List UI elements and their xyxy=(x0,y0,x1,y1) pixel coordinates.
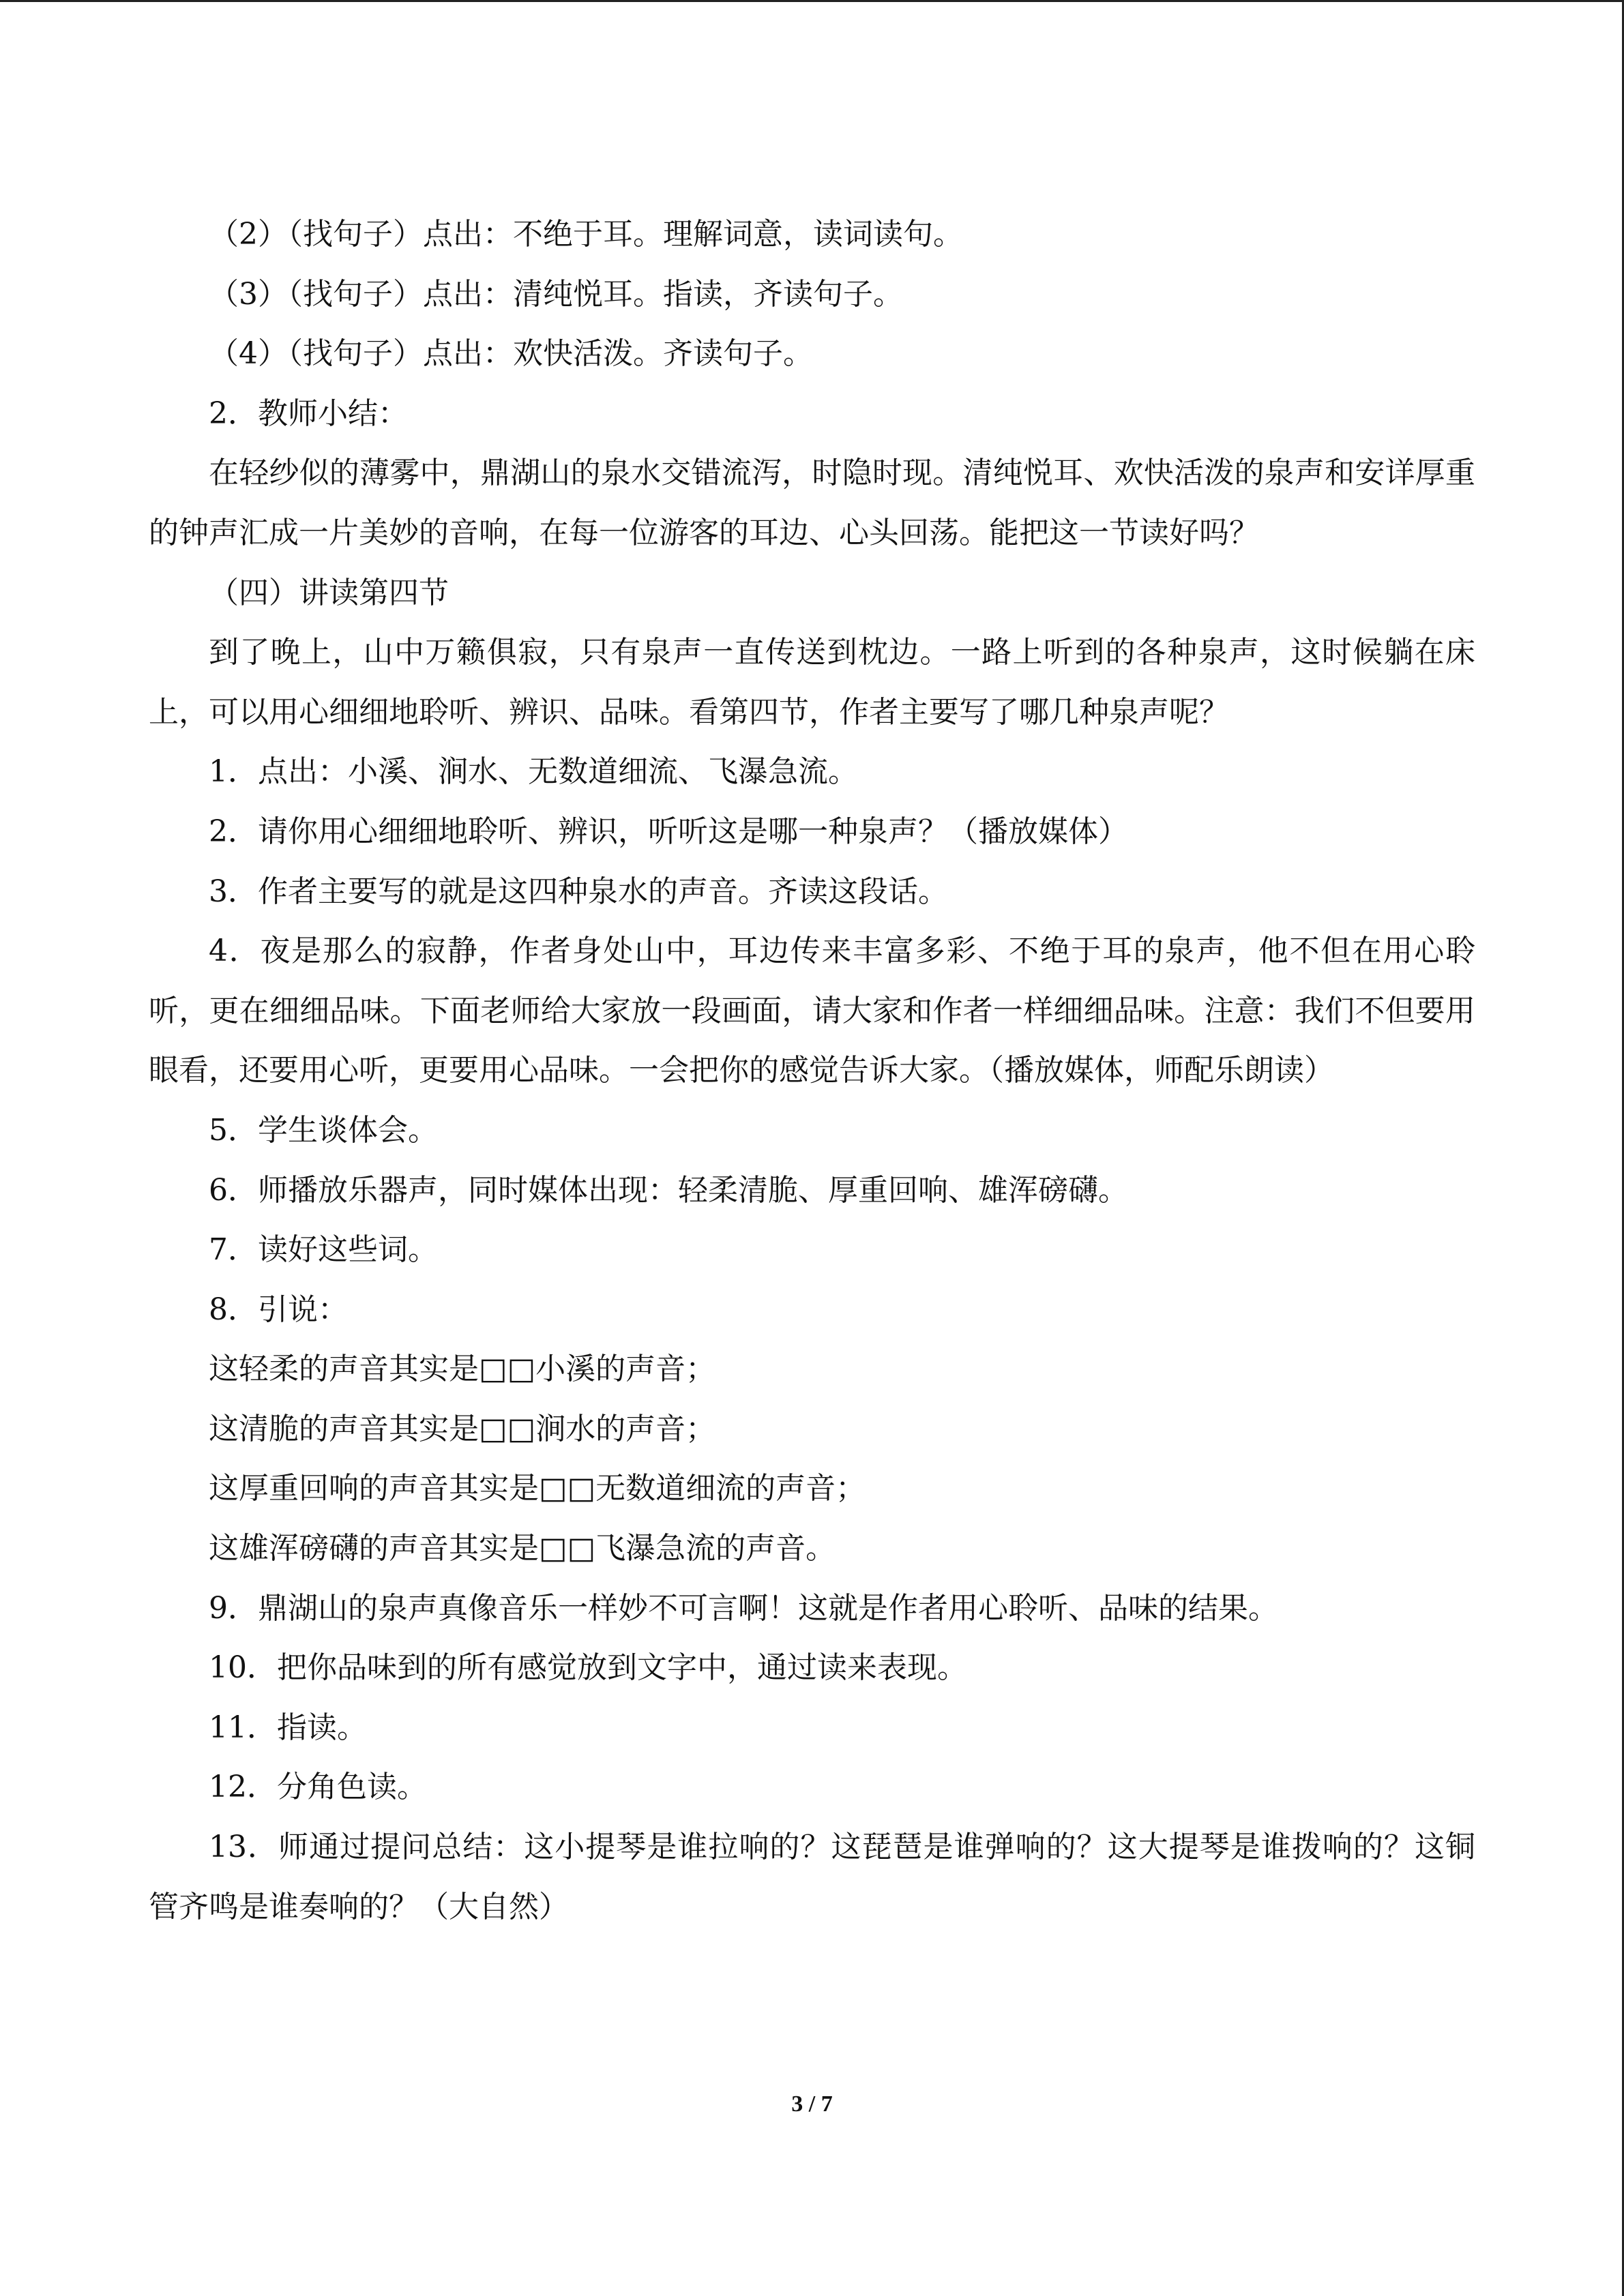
paragraph-teacher-summary-heading: 2．教师小结： xyxy=(209,396,408,431)
list-item-12: 12．分角色读。 xyxy=(209,1770,427,1805)
paragraph-part-four-intro: 到了晚上，山中万籁俱寂，只有泉声一直传送到枕边。一路上听到的各种泉声，这时候躺在床上，可以用心细细地聆听、辨识、品味。看第四节，作者主要写了哪几种泉声呢？ xyxy=(149,635,1475,730)
list-item-3: 3．作者主要写的就是这四种泉水的声音。齐读这段话。 xyxy=(209,874,948,909)
paragraph-step-4: （4）（找句子）点出：欢快活泼。齐读句子。 xyxy=(209,336,813,372)
list-item-10: 10．把你品味到的所有感觉放到文字中，通过读来表现。 xyxy=(209,1650,967,1686)
list-item-2: 2．请你用心细细地聆听、辨识，听听这是哪一种泉声？（播放媒体） xyxy=(209,814,1128,849)
paragraph-step-3: （3）（找句子）点出：清纯悦耳。指读，齐读句子。 xyxy=(209,276,903,312)
list-item-6: 6．师播放乐器声，同时媒体出现：轻柔清脆、厚重回响、雄浑磅礴。 xyxy=(209,1172,1128,1208)
fill-in-line-2: 这清脆的声音其实是□□涧水的声音； xyxy=(209,1411,716,1446)
list-item-7: 7．读好这些词。 xyxy=(209,1232,438,1268)
paragraph-teacher-summary: 在轻纱似的薄雾中，鼎湖山的泉水交错流泻，时隐时现。清纯悦耳、欢快活泼的泉声和安详厚重的钟声汇成一片美妙的音响，在每一位游客的耳边、心头回荡。能把这一节读好吗？ xyxy=(149,456,1475,550)
fill-in-line-4: 这雄浑磅礴的声音其实是□□飞瀑急流的声音。 xyxy=(209,1531,836,1566)
list-item-5: 5．学生谈体会。 xyxy=(209,1112,438,1148)
paragraph-step-2: （2）（找句子）点出：不绝于耳。理解词意，读词读句。 xyxy=(209,217,963,252)
list-item-8: 8．引说： xyxy=(209,1292,348,1327)
document-body xyxy=(149,205,1475,1937)
list-item-13: 13．师通过提问总结：这小提琴是谁拉响的？这琵琶是谁弹响的？这大提琴是谁拨响的？这铜管齐鸣是谁奏响的？（大自然） xyxy=(149,1830,1475,1924)
section-heading-part-four: （四）讲读第四节 xyxy=(209,575,449,610)
list-item-1: 1．点出：小溪、涧水、无数道细流、飞瀑急流。 xyxy=(209,754,858,790)
fill-in-line-3: 这厚重回响的声音其实是□□无数道细流的声音； xyxy=(209,1471,866,1506)
list-item-9: 9．鼎湖山的泉声真像音乐一样妙不可言啊！这就是作者用心聆听、品味的结果。 xyxy=(209,1590,1278,1626)
list-item-4: 4．夜是那么的寂静，作者身处山中，耳边传来丰富多彩、不绝于耳的泉声，他不但在用心聆听，更在细细品味。下面老师给大家放一段画面，请大家和作者一样细细品味。注意：我们不但要用眼看，还要用心听，更要用心品味。一会把你的感觉告诉大家。（播放媒体，师配乐朗读） xyxy=(149,934,1475,1088)
fill-in-line-1: 这轻柔的声音其实是□□小溪的声音； xyxy=(209,1352,716,1387)
top-border-line xyxy=(0,0,1624,2)
list-item-11: 11．指读。 xyxy=(209,1710,367,1745)
page-number: 3 / 7 xyxy=(791,2091,833,2117)
